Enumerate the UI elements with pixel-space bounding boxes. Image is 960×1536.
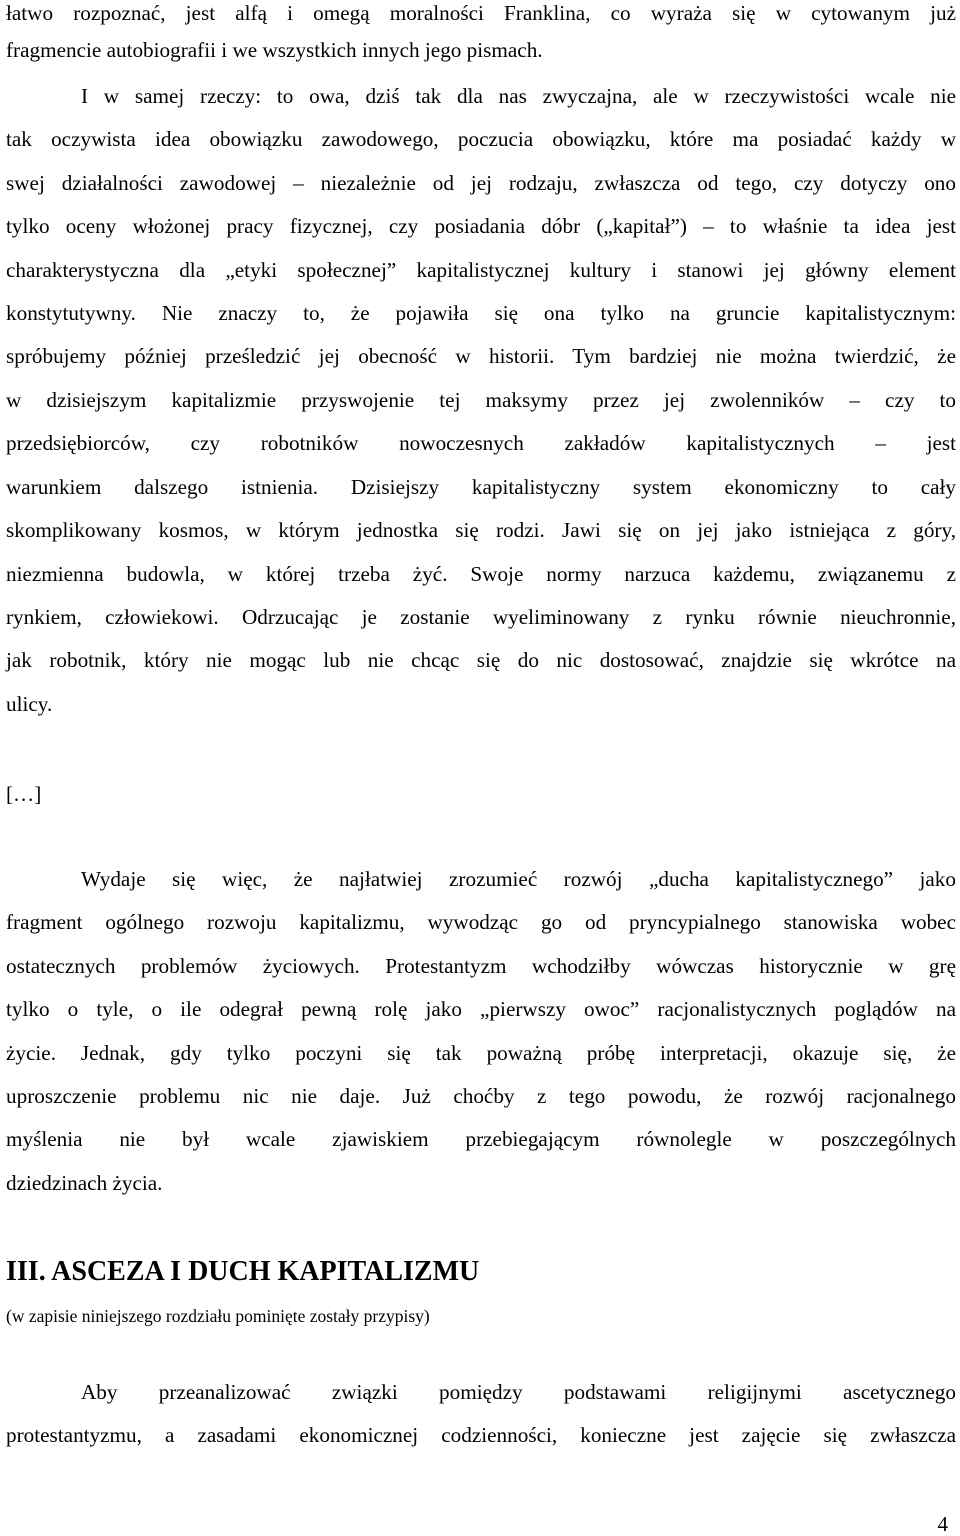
chapter-heading: III. ASCEZA I DUCH KAPITALIZMU <box>6 1256 480 1287</box>
text-line: dziedzinach życia. <box>6 1171 163 1195</box>
text-line: w dzisiejszym kapitalizmie przyswojenie tej maksymy przez jej zwolenników – czy to <box>6 388 956 412</box>
text-line: jak robotnik, który nie mogąc lub nie chcąc się do nic dostosować, znajdzie się wkrótce na <box>6 648 956 672</box>
document-page <box>6 0 956 1534</box>
text-line: Aby przeanalizować związki pomiędzy podstawami religijnymi ascetycznego <box>81 1380 956 1404</box>
omission-marker: […] <box>6 782 42 806</box>
text-line: protestantyzmu, a zasadami ekonomicznej codzienności, konieczne jest zajęcie się zwłaszcza <box>6 1423 956 1447</box>
text-line: spróbujemy później prześledzić jej obecność w historii. Tym bardziej nie można twierdzić, że <box>6 344 956 368</box>
text-line: Wydaje się więc, że najłatwiej zrozumieć rozwój „ducha kapitalistycznego” jako <box>81 867 956 891</box>
text-line: łatwo rozpoznać, jest alfą i omegą moralności Franklina, co wyraża się w cytowanym już <box>6 1 956 25</box>
text-line: tak oczywista idea obowiązku zawodowego, poczucia obowiązku, które ma posiadać każdy w <box>6 127 956 151</box>
text-line: uproszczenie problemu nic nie daje. Już choćby z tego powodu, że rozwój racjonalnego <box>6 1084 956 1108</box>
text-line: ulicy. <box>6 692 53 716</box>
text-line: tylko oceny włożonej pracy fizycznej, czy posiadania dóbr („kapitał”) – to właśnie ta idea jest <box>6 214 956 238</box>
chapter-note: (w zapisie niniejszego rozdziału pominięte zostały przypisy) <box>6 1306 430 1326</box>
text-line: życie. Jednak, gdy tylko poczyni się tak poważną próbę interpretacji, okazuje się, że <box>6 1041 956 1065</box>
text-line: skomplikowany kosmos, w którym jednostka się rodzi. Jawi się on jej jako istniejąca z góry, <box>6 518 956 542</box>
text-line: niezmienna budowla, w której trzeba żyć. Swoje normy narzuca każdemu, związanemu z <box>6 562 956 586</box>
text-line: charakterystyczna dla „etyki społecznej” kapitalistycznej kultury i stanowi jej główny element <box>6 258 956 282</box>
text-line: fragment ogólnego rozwoju kapitalizmu, wywodząc go od pryncypialnego stanowiska wobec <box>6 910 956 934</box>
text-line: myślenia nie był wcale zjawiskiem przebiegającym równolegle w poszczególnych <box>6 1127 956 1151</box>
text-line: rynkiem, człowiekowi. Odrzucając je zostanie wyeliminowany z rynku równie nieuchronnie, <box>6 605 956 629</box>
text-line: swej działalności zawodowej – niezależnie od jej rodzaju, zwłaszcza od tego, czy dotyczy ono <box>6 171 956 195</box>
text-line: I w samej rzeczy: to owa, dziś tak dla nas zwyczajna, ale w rzeczywistości wcale nie <box>81 84 956 108</box>
text-line: fragmencie autobiografii i we wszystkich innych jego pismach. <box>6 38 543 62</box>
text-line: konstytutywny. Nie znaczy to, że pojawiła się ona tylko na gruncie kapitalistycznym: <box>6 301 956 325</box>
text-line: tylko o tyle, o ile odegrał pewną rolę jako „pierwszy owoc” racjonalistycznych poglądów na <box>6 997 956 1021</box>
text-line: przedsiębiorców, czy robotników nowoczesnych zakładów kapitalistycznych – jest <box>6 431 956 455</box>
text-line: warunkiem dalszego istnienia. Dzisiejszy kapitalistyczny system ekonomiczny to cały <box>6 475 956 499</box>
page-number: 4 <box>937 1512 948 1536</box>
text-line: ostatecznych problemów życiowych. Protestantyzm wchodziłby wówczas historycznie w grę <box>6 954 956 978</box>
